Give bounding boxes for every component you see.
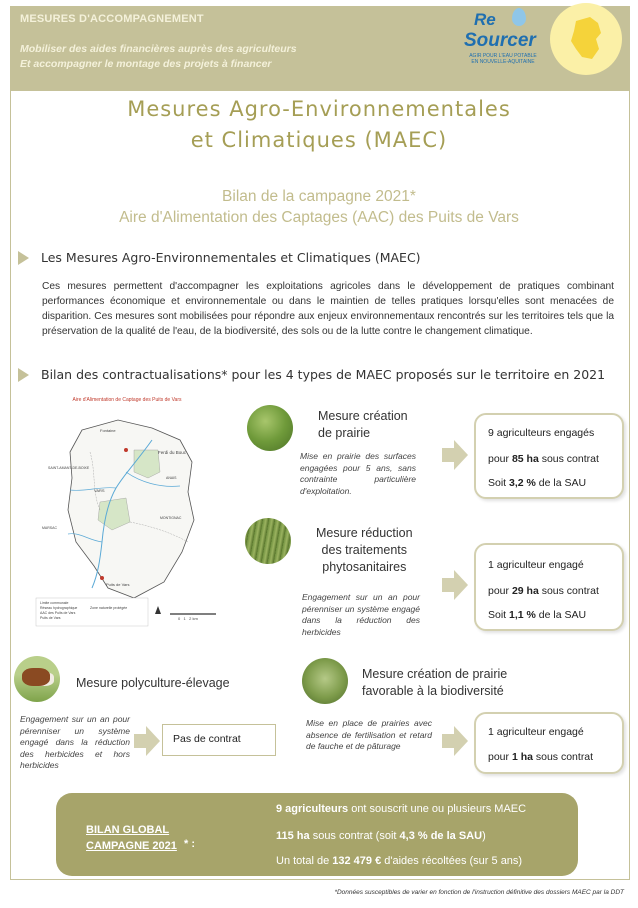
map-label: Ferdi du Bouc <box>158 450 187 455</box>
global-summary <box>56 793 578 876</box>
measure-1-title: Mesure création de prairie <box>318 409 408 440</box>
arrow-right-icon <box>442 726 468 756</box>
triangle-bullet-icon <box>18 251 29 265</box>
result-farmers: 1 agriculteur engagé <box>488 559 584 571</box>
meadow-flower-photo <box>302 658 348 704</box>
measure-2-title: Mesure réduction des traitements phytosanitaires <box>316 526 413 574</box>
measure-2-description: Engagement sur un an pour pérenniser un système engagé dans la réduction des herbicides <box>302 592 420 637</box>
global-funding: Un total de 132 479 € d'aides récoltées (sur 5 ans) <box>276 855 523 867</box>
triangle-bullet-icon <box>18 368 29 382</box>
page-subtitle-line-2: Aire d'Alimentation des Captages (AAC) des Puits de Vars <box>119 209 519 226</box>
map-label: MONTIGNAC <box>160 516 182 520</box>
region-logo <box>550 3 622 75</box>
page-title <box>0 94 638 156</box>
page-title-line-1: Mesures Agro-Environnementales <box>127 97 511 121</box>
header-subtitle-1: Mobiliser des aides financières auprès des agriculteurs <box>20 43 297 55</box>
page-subtitle-line-1: Bilan de la campagne 2021* <box>222 188 416 205</box>
page-subtitle <box>0 186 638 228</box>
global-label: BILAN GLOBAL CAMPAGNE 2021 <box>86 824 177 852</box>
section-heading-maec: Les Mesures Agro-Environnementales et Climatiques (MAEC) <box>18 249 421 265</box>
map-label: VARS <box>94 488 105 493</box>
map-label: ANAIS <box>166 476 177 480</box>
arrow-right-icon <box>134 726 160 756</box>
measure-3-description: Engagement sur un an pour pérenniser un système engagé dans la réduction des herbicides et hors herbicides <box>20 714 130 770</box>
wheat-photo <box>245 518 291 564</box>
cow-photo <box>14 656 60 702</box>
measure-2-result <box>474 543 624 631</box>
result-farmers: 1 agriculteur engagé <box>488 726 584 738</box>
logo-text-re: Re <box>474 10 496 29</box>
global-farmers: 9 agriculteurs ont souscrit une ou plusieurs MAEC <box>276 803 527 815</box>
water-drop-icon <box>512 8 526 26</box>
measure-3-result: Pas de contrat <box>162 724 276 756</box>
map-legend: Limite communale Réseau hydrographique AAC des Puits de Vars Puits de Vars <box>40 601 78 620</box>
logo-tagline: AGIR POUR L'EAU POTABLE EN NOUVELLE-AQUITAINE <box>469 53 537 65</box>
header-subtitle-2: Et accompagner le montage des projets à financer <box>20 58 272 70</box>
measure-4-result <box>474 712 624 774</box>
map-drawing <box>30 392 224 632</box>
result-hectares: pour 1 ha sous contrat <box>488 751 594 763</box>
result-hectares: pour 85 ha sous contrat <box>488 453 599 465</box>
measure-4-description: Mise en place de prairies avec absence de fertilisation et retard de fauche et de pâturage <box>306 718 432 751</box>
map-title: Aire d'Alimentation de Captage des Puits de Vars <box>72 397 182 403</box>
measure-4-title: Mesure création de prairie favorable à la biodiversité <box>362 667 508 698</box>
resourcer-logo <box>460 6 540 76</box>
measure-1-result <box>474 413 624 499</box>
header-category: MESURES D'ACCOMPAGNEMENT <box>20 13 204 25</box>
page-title-line-2: et Climatiques (MAEC) <box>190 128 448 152</box>
result-sau: Soit 3,2 % de la SAU <box>488 477 587 489</box>
map-legend-zone: Zone naturelle protégée <box>90 606 128 610</box>
global-hectares: 115 ha sous contrat (soit 4,3 % de la SAU) <box>276 830 486 842</box>
map-label: MARSAC <box>42 526 57 530</box>
maec-description: Ces mesures permettent d'accompagner les exploitations agricoles dans le développement de pratiques combinant performances économique et environnementale ou dans le maintien de telles pratiques lorsqu'elles sont menacées de disparition. Ces mesures sont mobilisées pour répondre aux enjeux environnementaux rencontrés sur les territoires tels que la préservation de la qualité de l'eau, de la biodiversité, des sols ou de la lutte contre le changement climatique. <box>42 281 614 337</box>
footnote: *Données susceptibles de varier en fonction de l'instruction définitive des dossiers MAEC par la DDT <box>334 889 624 896</box>
map-label: SAINT-AMANT-DE-BOIXE <box>48 466 90 470</box>
result-sau: Soit 1,1 % de la SAU <box>488 609 587 621</box>
grassland-photo <box>247 405 293 451</box>
result-hectares: pour 29 ha sous contrat <box>488 585 599 597</box>
map-label: Fontaine <box>100 428 116 433</box>
measure-1-description: Mise en prairie des surfaces engagées pour 5 ans, sans contrainte particulière d'exploitation. <box>300 451 416 496</box>
logo-text-sourcer: Sourcer <box>464 30 536 51</box>
global-label-star: * : <box>184 838 195 850</box>
arrow-right-icon <box>442 440 468 470</box>
map-label: Puits de Vars <box>106 582 130 587</box>
section-heading-bilan: Bilan des contractualisations* pour les 4 types de MAEC proposés sur le territoire en 2021 <box>18 366 605 382</box>
measure-3-title: Mesure polyculture-élevage <box>76 676 230 690</box>
aac-map <box>30 392 224 632</box>
territory-map-icon <box>568 15 604 61</box>
map-scale: 0 1 2 km <box>178 616 198 621</box>
arrow-right-icon <box>442 570 468 600</box>
result-farmers: 9 agriculteurs engagés <box>488 427 595 439</box>
